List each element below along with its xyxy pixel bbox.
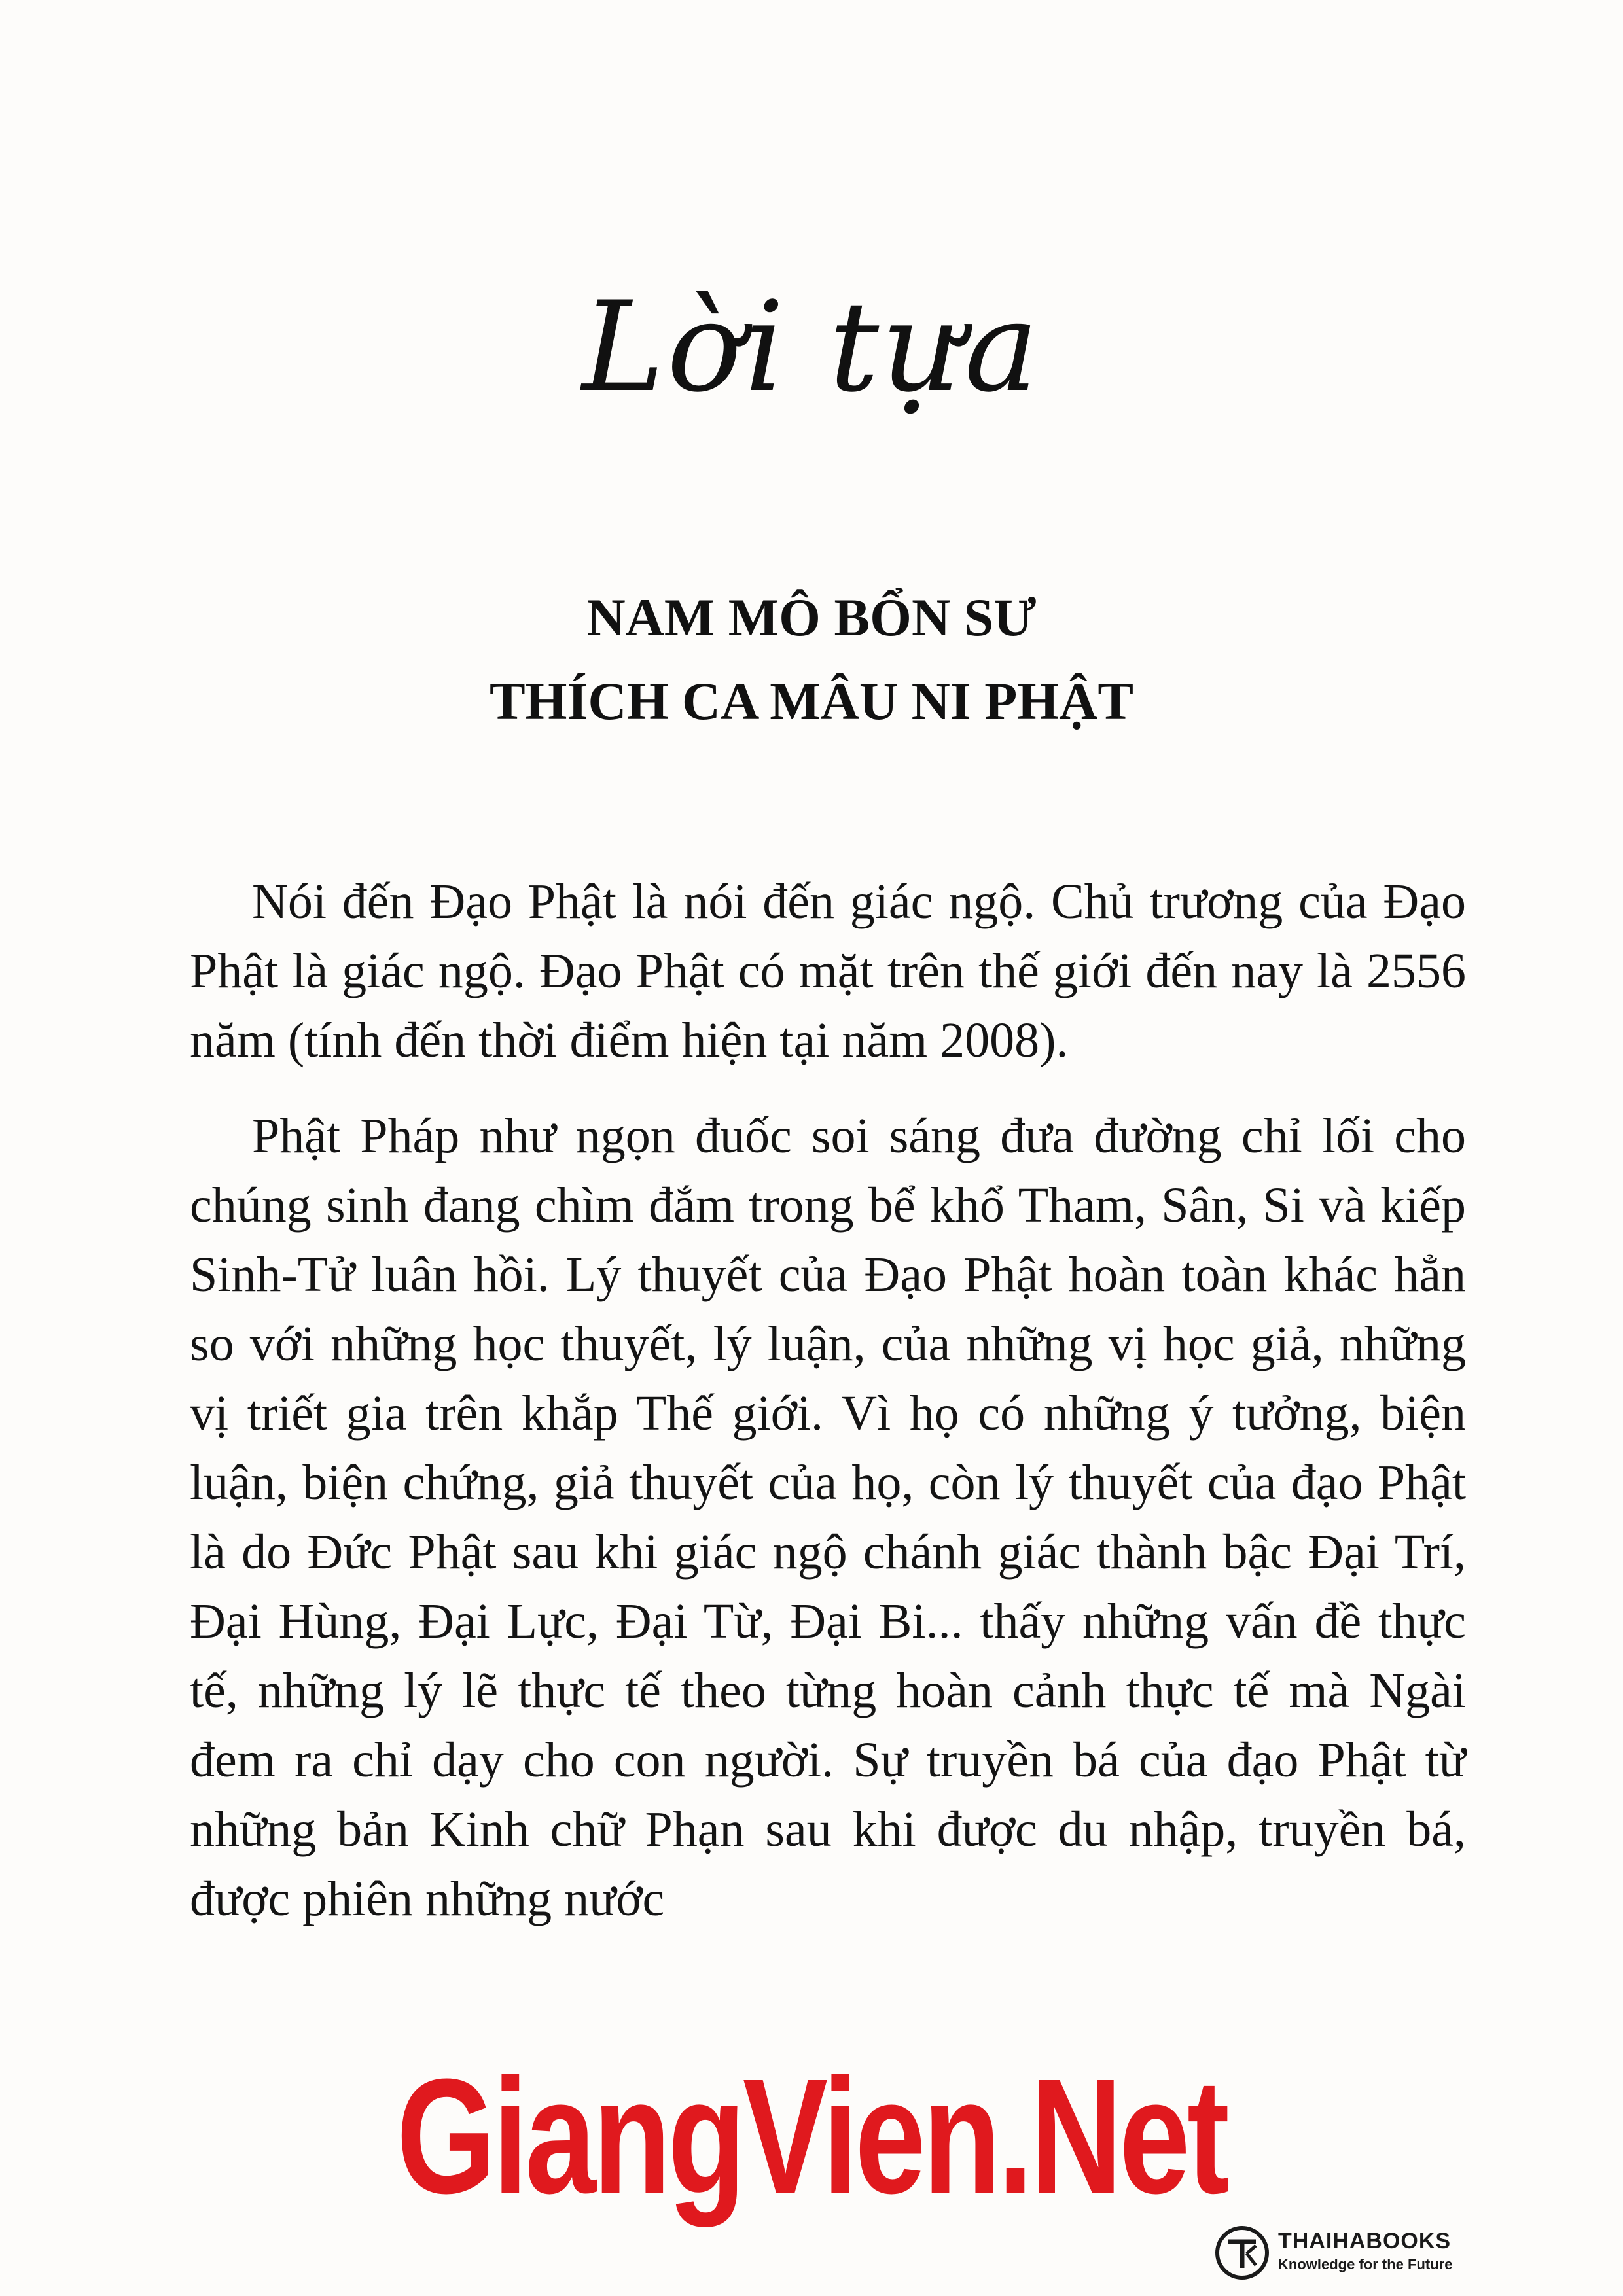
- publisher-logo-icon: [1214, 2225, 1270, 2281]
- title-line-2: THÍCH CA MÂU NI PHẬT: [489, 671, 1134, 731]
- paragraph-2-tail: những nước: [425, 1871, 665, 1926]
- watermark: GiangVien.Net: [396, 2045, 1227, 2227]
- paragraph-2: [190, 1101, 1466, 1934]
- paragraph-1: Nói đến Đạo Phật là nói đến giác ngộ. Chủ trương của Đạo Phật là giác ngộ. Đạo Phật có mặt trên thế giới đến nay là 2556 năm (tính đến thời điểm hiện tại năm 2008).: [190, 874, 1466, 1068]
- page-heading: Lời tựa: [582, 275, 1041, 419]
- paragraph-2-text: Phật Pháp như ngọn đuốc soi sáng đưa đường chỉ lối cho chúng sinh đang chìm đắm trong bể khổ Tham, Sân, Si và kiếp Sinh-Tử luân hồi. Lý thuyết của Đạo Phật hoàn toàn khác hẳn so với những học thuyết, lý luận, của những vị học giả, những vị triết gia trên khắp Thế giới. Vì họ có những ý tưởng, biện luận, biện chứng, giả thuyết của họ, còn lý thuyết của đạo Phật là do Đức Phật sau khi giác ngộ chánh giác thành bậc Đại Trí, Đại Hùng, Đại Lực, Đại Từ, Đại Bi... thấy những vấn đề thực tế, những lý lẽ thực tế theo từng hoàn cảnh thực tế mà Ngài đem ra chỉ dạy cho con người. Sự truyền bá của đạo Phật từ những bản Kinh chữ Phạn sau khi được du nhập, truyền bá, được phiên: [190, 1108, 1466, 1926]
- title-line-1: NAM MÔ BỔN SƯ: [586, 588, 1037, 647]
- publisher-tagline: Knowledge for the Future: [1278, 2256, 1453, 2272]
- dedication-title: [0, 576, 1623, 743]
- body-text: [190, 867, 1466, 1960]
- publisher-name: THAIHABOOKS: [1278, 2229, 1452, 2253]
- publisher-mark: [1214, 2225, 1489, 2284]
